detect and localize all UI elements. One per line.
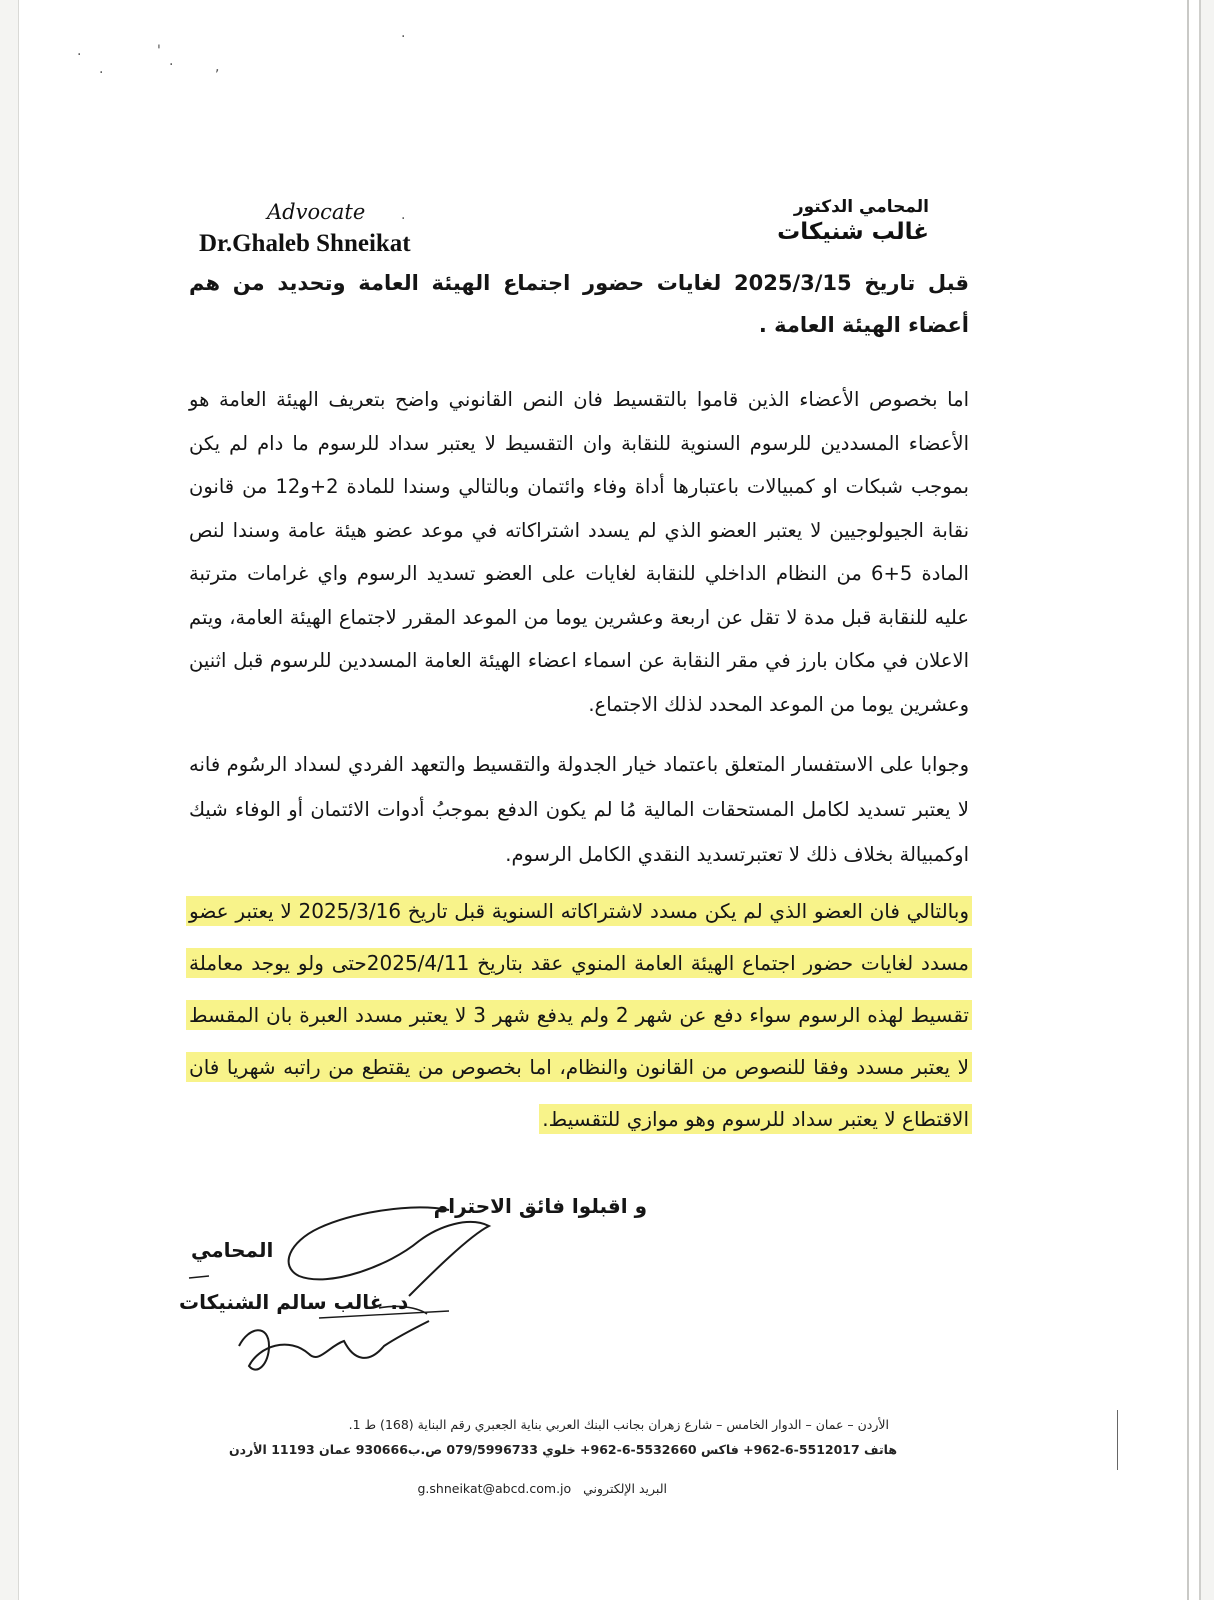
footer-email-row bbox=[209, 1476, 889, 1501]
scan-speck: · bbox=[401, 29, 406, 45]
advocate-title-ar: المحامي الدكتور bbox=[793, 197, 929, 217]
installments-paragraph: اما بخصوص الأعضاء الذين قاموا بالتقسيط فان النص القانوني واضح بتعريف الهيئة العامة هو الأعضاء المسددين للرسوم السنوية للنقابة وان التقسيط لا يعتبر سداد للرسوم ما دام لم يكن بموجب شبكات او كمبيالات باعتبارها أداة وفاء وائتمان وبالتالي وسندا للمادة 2+و12 من قانون نقابة الجيولوجيين لا يعتبر العضو الذي لم يسدد اشتراكاته في موعد عضو هيئة عامة وسندا لنص المادة 5+6 من النظام الداخلي للنقابة لغايات على العضو تسديد الرسوم واي غرامات مترتبة عليه للنقابة قبل مدة لا تقل عن اربعة وعشرين يوما من الموعد المقرر لاجتماع الهيئة العامة، ويتم الاعلان في مكان بارز في مقر النقابة عن اسماء اعضاء الهيئة العامة المسددين للرسوم قبل اثنين وعشرين يوما من الموعد المحدد لذلك الاجتماع. bbox=[189, 388, 969, 716]
scan-speck: , bbox=[215, 59, 220, 75]
letterhead-arabic bbox=[649, 197, 929, 245]
advocate-name-en: Dr.Ghaleb Shneikat bbox=[199, 230, 411, 257]
footer-divider bbox=[1117, 1410, 1118, 1470]
intro-paragraph: قبل تاريخ 2025/3/15 لغايات حضور اجتماع الهيئة العامة وتحديد من هم أعضاء الهيئة العامة . bbox=[189, 271, 969, 337]
letterhead-footer bbox=[209, 1412, 897, 1501]
letterhead-english bbox=[199, 200, 479, 258]
document-page bbox=[18, 0, 1201, 1600]
advocate-name-ar: غالب شنيكات bbox=[777, 219, 929, 245]
footer-email: g.shneikat@abcd.com.jo bbox=[417, 1481, 572, 1496]
scan-speck: · bbox=[401, 211, 406, 227]
advocate-title: Advocate bbox=[267, 200, 366, 224]
scan-speck: ' bbox=[157, 43, 161, 59]
highlighted-text: وبالتالي فان العضو الذي لم يكن مسدد لاشتراكاته السنوية قبل تاريخ 2025/3/16 لا يعتبر عضو مسدد لغايات حضور اجتماع الهيئة العامة المنوي عقد بتاريخ 2025/4/11حتى ولو يوجد معاملة تقسيط لهذه الرسوم سواء دفع عن شهر 2 ولم يدفع شهر 3 لا يعتبر مسدد العبرة بان المقسط لا يعتبر مسدد وفقا للنصوص من القانون والنظام، اما بخصوص من يقتطع من راتبه شهريا فان الاقتطاع لا يعتبر سداد للرسوم وهو موازي للتقسيط. bbox=[189, 899, 970, 1131]
closing-salutation: و اقبلوا فائق الاحترام bbox=[433, 1194, 647, 1218]
page-edge-line bbox=[1187, 0, 1189, 1600]
footer-address: الأردن – عمان – الدوار الخامس – شارع زهران بجانب البنك العربي بناية الجعبري رقم البناية (168) ط 1. bbox=[348, 1417, 889, 1432]
footer-contacts: هاتف 5512017-6-962+ فاكس 5532660-6-962+ خلوي 079/5996733 ص.ب930666 عمان 11193 الأردن bbox=[228, 1442, 897, 1457]
footer-email-label: البريد الإلكتروني bbox=[583, 1481, 667, 1496]
scan-speck: · bbox=[77, 47, 82, 63]
signature-name: د. غالب سالم الشنيكات bbox=[179, 1290, 409, 1314]
signature-title: المحامي bbox=[191, 1238, 274, 1262]
inquiry-answer-paragraph: وجوابا على الاستفسار المتعلق باعتماد خيار الجدولة والتقسيط والتعهد الفردي لسداد الرسُوم فانه لا يعتبر تسديد لكامل المستحقات المالية مُا لم يكون الدفع بموجبُ أدوات الائتمان أو الوفاء شيك اوكمبيالة بخلاف ذلك لا تعتبرتسديد النقدي الكامل الرسوم. bbox=[189, 753, 969, 866]
scan-speck: · bbox=[169, 57, 174, 73]
conclusion-paragraph bbox=[189, 885, 969, 1145]
scan-speck: · bbox=[99, 65, 104, 81]
